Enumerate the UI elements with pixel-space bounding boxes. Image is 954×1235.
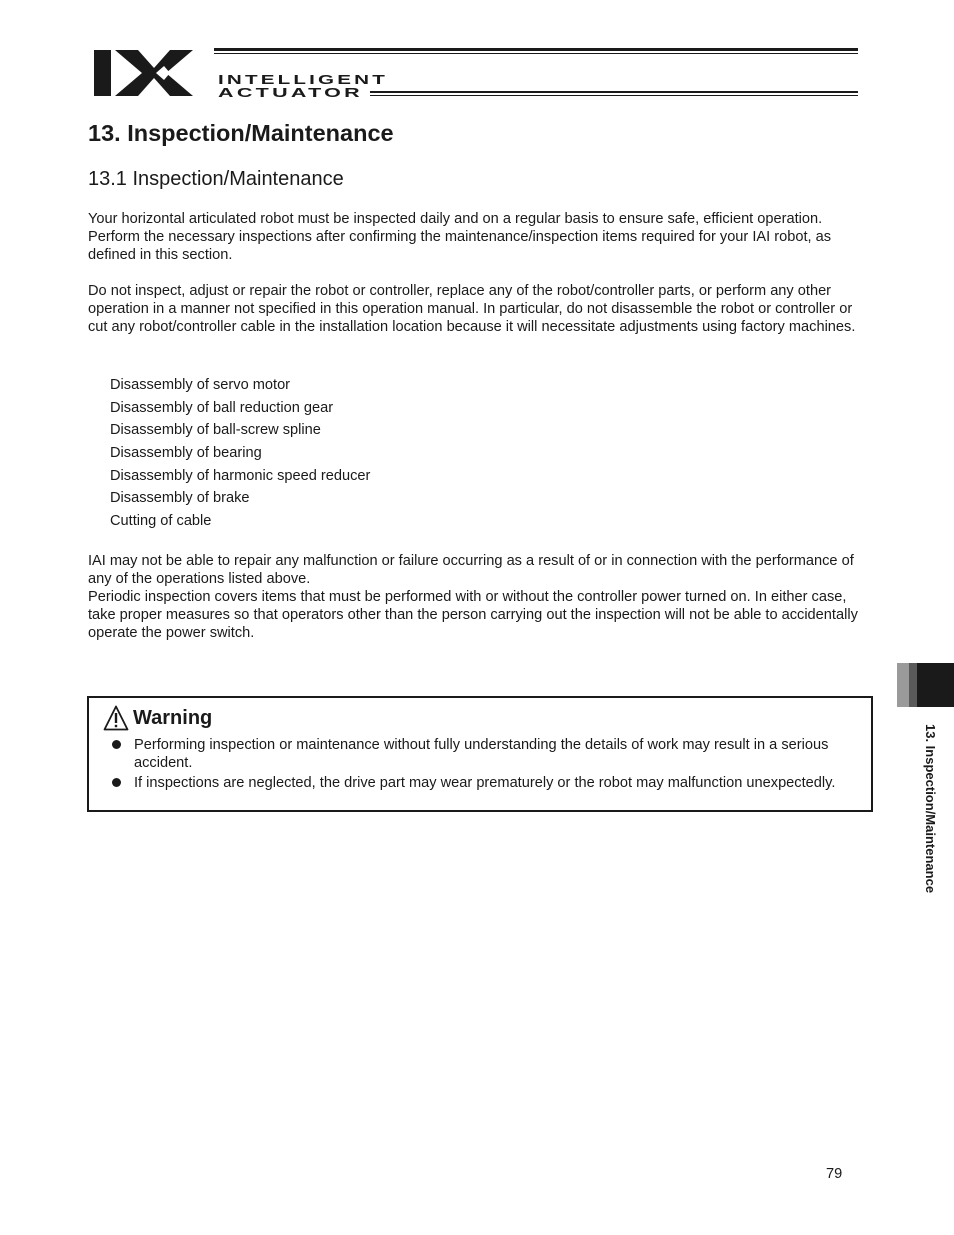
warning-header: [103, 703, 212, 733]
restriction-paragraph: Do not inspect, adjust or repair the robot or controller, replace any of the robot/controller parts, or perform any other operation in a manner not specified in this operation manual. In particular, do not disassemble the robot or controller or cut any robot/controller cable in the installation location because it will necessitate adjustments using factory machines.: [88, 283, 856, 335]
section-title: 13.1 Inspection/Maintenance: [88, 168, 344, 190]
warning-box: [87, 696, 873, 812]
warning-item: [109, 736, 849, 772]
prohibited-operations-list: [110, 375, 370, 534]
warning-list: [109, 736, 849, 794]
warning-item-text: Performing inspection or maintenance without fully understanding the details of work may result in a serious accident.: [134, 737, 829, 771]
list-item: Cutting of cable: [110, 513, 212, 530]
list-item: Disassembly of harmonic speed reducer: [110, 467, 371, 484]
list-item: Disassembly of bearing: [110, 445, 262, 462]
page-number: 79: [826, 1166, 843, 1182]
bullet-icon: [112, 740, 121, 749]
list-item: Disassembly of brake: [110, 490, 250, 507]
bullet-icon: [112, 778, 121, 787]
warning-item-text: If inspections are neglected, the drive part may wear prematurely or the robot may malfunction unexpectedly.: [134, 775, 836, 791]
logo-line1: INTELLIGENT: [218, 72, 388, 87]
warning-title: Warning: [133, 706, 213, 729]
intelligent-actuator-logo: [94, 46, 858, 100]
periodic-inspection-paragraph: Periodic inspection covers items that must be performed with or without the controller power turned on. In either case, take proper measures so that operators other than the person carrying out the inspection will not be able to accidentally operate the power switch.: [88, 589, 858, 641]
logo-line2: ACTUATOR: [218, 85, 363, 100]
list-item: Disassembly of ball-screw spline: [110, 422, 321, 439]
chapter-side-tab: [897, 663, 954, 707]
list-item: Disassembly of servo motor: [110, 377, 291, 393]
warning-item: [109, 774, 849, 792]
list-item: Disassembly of ball reduction gear: [110, 399, 334, 416]
warning-triangle-icon: [103, 705, 129, 731]
side-tab-label: 13. Inspection/Maintenance: [923, 724, 938, 894]
chapter-title: 13. Inspection/Maintenance: [88, 120, 394, 146]
repair-disclaimer-paragraph: IAI may not be able to repair any malfunction or failure occurring as a result of or in connection with the performance of any of the operations listed above.: [88, 553, 854, 587]
intro-paragraph: Your horizontal articulated robot must be inspected daily and on a regular basis to ensure safe, efficient operation. Perform the necessary inspections after confirming the maintenance/inspection items required for your IAI robot, as defined in this section.: [88, 211, 832, 263]
